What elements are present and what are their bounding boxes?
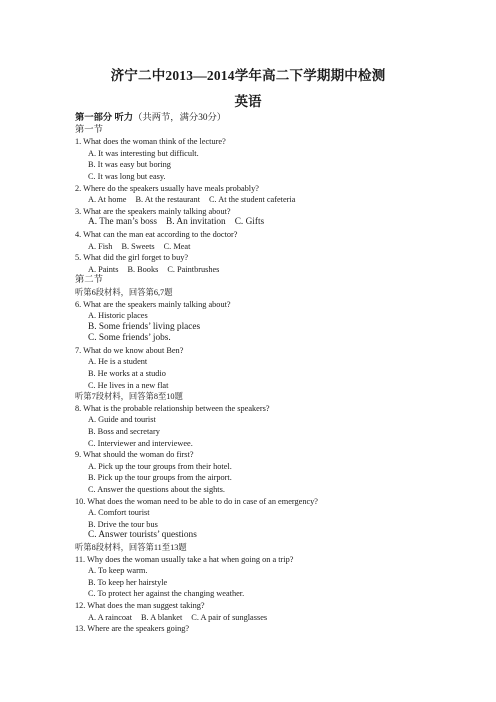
- question-4: 4. What can the man eat according to the doctor?: [75, 229, 238, 239]
- listening-section: [75, 113, 475, 635]
- option-8b: B. Boss and secretary: [88, 427, 160, 437]
- option-8c: C. Interviewer and interviewee.: [88, 438, 193, 448]
- option-12a: A. A raincoat: [88, 612, 133, 622]
- option-10b: B. Drive the tour bus: [88, 519, 158, 529]
- option-9a: A. Pick up the tour groups from their hotel.: [88, 461, 232, 471]
- option-4c: C. Meat: [163, 241, 191, 251]
- option-9b: B. Pick up the tour groups from the airport.: [88, 473, 232, 483]
- question-8: 8. What is the probable relationship between the speakers?: [75, 403, 270, 413]
- question-2: 2. Where do the speakers usually have meals probably?: [75, 183, 259, 193]
- question-1: 1. What does the woman think of the lecture?: [75, 137, 226, 147]
- option-8a: A. Guide and tourist: [88, 415, 156, 425]
- section-label: 第一节: [75, 124, 103, 135]
- question-13: 13. Where are the speakers going?: [75, 624, 190, 634]
- question-7: 7. What do we know about Ben?: [75, 345, 184, 355]
- question-6: 6. What are the speakers mainly talking about?: [75, 299, 231, 309]
- option-11b: B. To keep her hairstyle: [88, 577, 168, 587]
- material-instruction: 听第6段材料，回答第6,7题: [75, 287, 173, 297]
- options-3: [75, 217, 475, 229]
- option-6c: C. Some friends’ jobs.: [88, 333, 171, 344]
- question-9: 9. What should the woman do first?: [75, 450, 194, 460]
- part-title: 第一部分 听力: [75, 113, 134, 123]
- option-2b: B. At the restaurant: [135, 195, 201, 205]
- part-note: （共两节，满分30分）: [133, 113, 227, 123]
- option-4a: A. Fish: [88, 241, 113, 251]
- exam-subject: 英语: [234, 94, 262, 109]
- option-5a: A. Paints: [88, 264, 119, 274]
- part-heading: [75, 113, 475, 125]
- option-9c: C. Answer the questions about the sights.: [88, 485, 225, 494]
- options-2: [75, 194, 475, 206]
- option-2c: C. At the student cafeteria: [209, 195, 296, 205]
- option-5b: B. Books: [127, 264, 159, 274]
- option-3c: C. Gifts: [234, 217, 265, 228]
- option-1c: C. It was long but easy.: [88, 171, 166, 181]
- option-2a: A. At home: [88, 195, 127, 205]
- option-6a: A. Historic places: [88, 311, 148, 321]
- option-12b: B. A blanket: [141, 612, 183, 622]
- options-4: [75, 241, 475, 253]
- option-7a: A. He is a student: [88, 357, 148, 367]
- option-7b: B. He works at a studio: [88, 369, 166, 379]
- options-12: [75, 612, 475, 624]
- exam-title: 济宁二中2013—2014学年高二下学期期中检测: [110, 68, 386, 83]
- option-5c: C. Paintbrushes: [167, 264, 220, 274]
- question-10: 10. What does the woman need to be able to do in case of an emergency?: [75, 496, 318, 506]
- option-7c: C. He lives in a new flat: [88, 380, 169, 390]
- option-4b: B. Sweets: [121, 241, 155, 251]
- option-10c: C. Answer tourists’ questions: [88, 530, 197, 541]
- option-3a: A. The man’s boss: [88, 217, 158, 228]
- options-5: [75, 264, 475, 276]
- option-12c: C. A pair of sunglasses: [191, 612, 268, 622]
- option-3b: B. An invitation: [166, 217, 226, 228]
- question-3: 3. What are the speakers mainly talking about?: [75, 206, 231, 216]
- option-1b: B. It was easy but boring: [88, 160, 171, 170]
- option-10a: A. Comfort tourist: [88, 508, 150, 518]
- option-1a: A. It was interesting but difficult.: [88, 148, 199, 158]
- option-11a: A. To keep warm.: [88, 566, 148, 576]
- question-12: 12. What does the man suggest taking?: [75, 600, 205, 610]
- material-instruction: 听第8段材料，回答第11至13题: [75, 542, 187, 552]
- question-11: 11. Why does the woman usually take a hat when going on a trip?: [75, 554, 294, 564]
- option-6b: B. Some friends’ living places: [88, 321, 201, 332]
- material-instruction: 听第7段材料，回答第8至10题: [75, 392, 183, 402]
- question-5: 5. What did the girl forget to buy?: [75, 253, 189, 263]
- section-label: 第二节: [75, 275, 103, 286]
- option-11c: C. To protect her against the changing weather.: [88, 589, 245, 599]
